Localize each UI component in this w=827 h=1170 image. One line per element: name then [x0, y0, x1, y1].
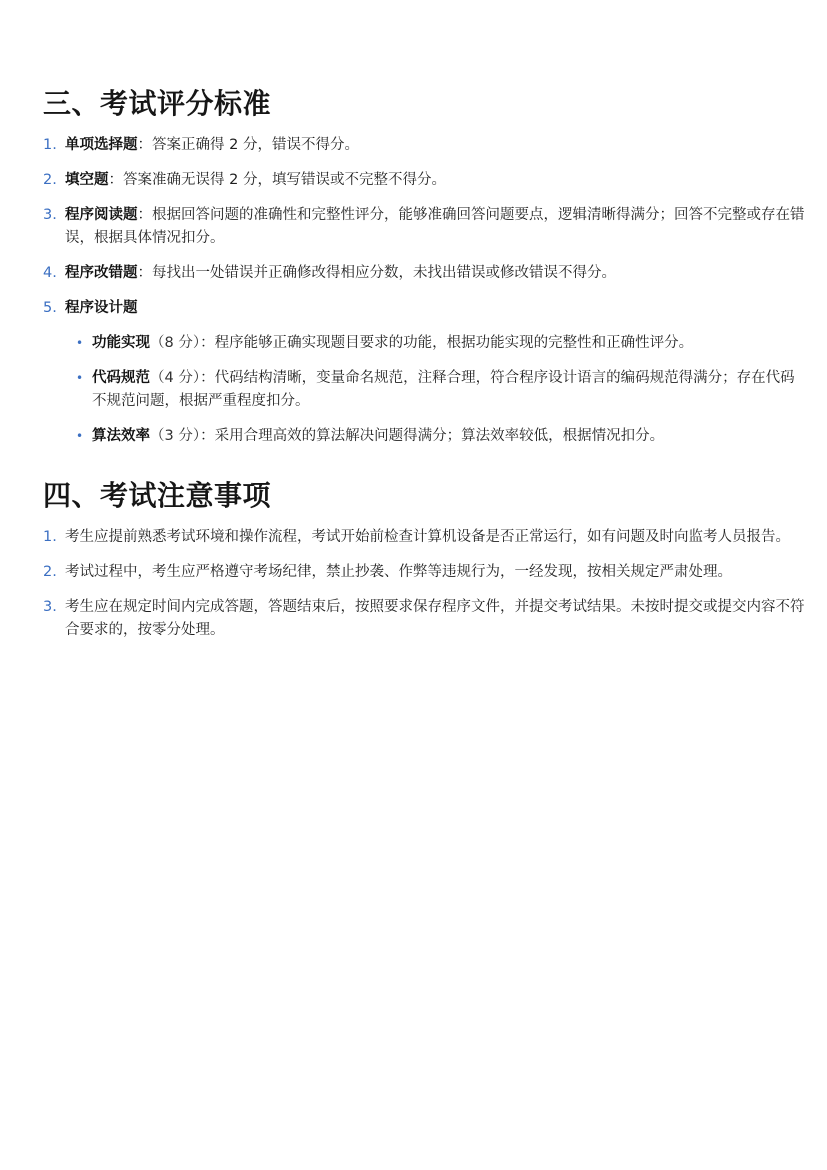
list-item	[43, 169, 805, 192]
list-number: 5.	[43, 300, 57, 316]
list-item	[43, 596, 805, 642]
list-number: 2.	[43, 564, 57, 580]
bullet-icon: •	[76, 336, 84, 350]
item-heading: 程序阅读题	[65, 207, 138, 223]
section-title-notices: 四、考试注意事项	[43, 479, 272, 512]
item-heading: 单项选择题	[65, 137, 138, 153]
item-heading: 填空题	[65, 172, 109, 188]
sub-list-item	[65, 332, 805, 355]
item-text: ：每找出一处错误并正确修改得相应分数，未找出错误或修改错误不得分。	[137, 265, 616, 281]
sub-item-heading: 算法效率	[92, 428, 150, 444]
item-heading: 程序设计题	[65, 300, 138, 316]
list-item	[43, 561, 805, 584]
item-text: 考试过程中，考生应严格遵守考场纪律，禁止抄袭、作弊等违规行为，一经发现，按相关规定严肃处理。	[65, 564, 732, 580]
list-item	[43, 526, 805, 549]
item-text: 考生应在规定时间内完成答题，答题结束后，按照要求保存程序文件，并提交考试结果。未按时提交或提交内容不符合要求的，按零分处理。	[65, 599, 805, 638]
list-item	[43, 204, 805, 250]
list-item	[43, 297, 805, 448]
bullet-icon: •	[76, 371, 84, 385]
sub-item-text: ：程序能够正确实现题目要求的功能，根据功能实现的完整性和正确性评分。	[200, 335, 694, 351]
item-text: ：根据回答问题的准确性和完整性评分，能够准确回答问题要点，逻辑清晰得满分；回答不完整或存在错误，根据具体情况扣分。	[65, 207, 805, 246]
sub-item-text: ：采用合理高效的算法解决问题得满分；算法效率较低，根据情况扣分。	[200, 428, 665, 444]
bullet-icon: •	[76, 429, 84, 443]
list-item	[43, 262, 805, 285]
sub-item-heading: 功能实现	[92, 335, 150, 351]
list-number: 2.	[43, 172, 57, 188]
sub-item-points: （8 分）	[150, 335, 201, 351]
notices-list	[43, 526, 805, 642]
list-number: 1.	[43, 137, 57, 153]
item-text: ：答案正确得 2 分，错误不得分。	[137, 137, 359, 153]
sub-item-points: （3 分）	[150, 428, 201, 444]
sub-item-points: （4 分）	[150, 370, 201, 386]
program-design-sublist	[65, 332, 805, 448]
item-text: ：答案准确无误得 2 分，填写错误或不完整不得分。	[108, 172, 446, 188]
list-number: 3.	[43, 207, 57, 223]
sub-list-item	[65, 425, 805, 448]
sub-item-heading: 代码规范	[92, 370, 150, 386]
list-item	[43, 134, 805, 157]
list-number: 3.	[43, 599, 57, 615]
sub-item-text: ：代码结构清晰，变量命名规范，注释合理，符合程序设计语言的编码规范得满分；存在代码不规范问题，根据严重程度扣分。	[92, 370, 795, 409]
item-heading: 程序改错题	[65, 265, 138, 281]
item-text: 考生应提前熟悉考试环境和操作流程，考试开始前检查计算机设备是否正常运行，如有问题及时向监考人员报告。	[65, 529, 790, 545]
sub-list-item	[65, 367, 805, 413]
list-number: 4.	[43, 265, 57, 281]
scoring-list	[43, 134, 805, 448]
list-number: 1.	[43, 529, 57, 545]
section-title-scoring: 三、考试评分标准	[43, 87, 272, 120]
